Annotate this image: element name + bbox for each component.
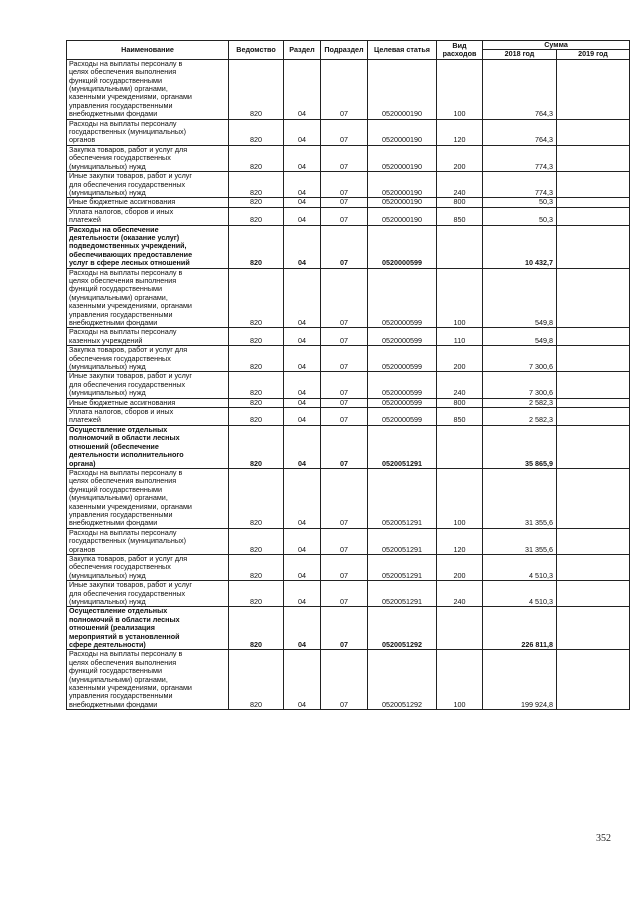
row-name bbox=[67, 650, 229, 710]
row-name-line: казенными учреждениями, органами bbox=[69, 301, 192, 311]
cell-dept: 820 bbox=[229, 119, 284, 145]
cell-sum-2018: 774,3 bbox=[483, 145, 557, 171]
header-sum: Сумма bbox=[483, 41, 630, 50]
cell-section: 04 bbox=[284, 145, 321, 171]
cell-subsection: 07 bbox=[321, 581, 368, 607]
table-row bbox=[67, 145, 630, 171]
row-name bbox=[67, 607, 229, 650]
row-name-line: подведомственных учреждений, bbox=[69, 241, 187, 251]
cell-exptype: 100 bbox=[437, 468, 483, 528]
cell-subsection: 07 bbox=[321, 198, 368, 207]
cell-sum-2018: 549,8 bbox=[483, 268, 557, 328]
cell-section: 04 bbox=[284, 172, 321, 198]
table-row bbox=[67, 59, 630, 119]
cell-sum-2018: 764,3 bbox=[483, 119, 557, 145]
cell-target: 0520000190 bbox=[368, 172, 437, 198]
cell-sum-2019 bbox=[557, 528, 630, 554]
row-name-line: целях обеспечения выполнения bbox=[69, 275, 177, 285]
row-name bbox=[67, 268, 229, 328]
row-name-line: мероприятий в установленной bbox=[69, 631, 180, 641]
row-name-line: целях обеспечения выполнения bbox=[69, 67, 177, 77]
table-row bbox=[67, 528, 630, 554]
cell-sum-2019 bbox=[557, 425, 630, 468]
cell-sum-2019 bbox=[557, 145, 630, 171]
cell-sum-2018: 35 865,9 bbox=[483, 425, 557, 468]
row-name-line: Уплата налогов, сборов и иных bbox=[69, 407, 174, 417]
cell-target: 0520051291 bbox=[368, 528, 437, 554]
cell-sum-2018: 50,3 bbox=[483, 198, 557, 207]
cell-dept: 820 bbox=[229, 145, 284, 171]
cell-exptype: 100 bbox=[437, 268, 483, 328]
cell-sum-2018: 199 924,8 bbox=[483, 650, 557, 710]
cell-subsection: 07 bbox=[321, 328, 368, 346]
row-name-line: Расходы на выплаты персоналу bbox=[69, 528, 177, 537]
row-name-line: Иные бюджетные ассигнования bbox=[69, 398, 176, 407]
row-name-line: Иные закупки товаров, работ и услуг bbox=[69, 171, 192, 181]
row-name-line: Закупка товаров, работ и услуг для bbox=[69, 145, 188, 154]
row-name-line: казенными учреждениями, органами bbox=[69, 501, 192, 511]
row-name-line: Осуществление отдельных bbox=[69, 606, 168, 616]
cell-dept: 820 bbox=[229, 59, 284, 119]
cell-sum-2018: 774,3 bbox=[483, 172, 557, 198]
cell-dept: 820 bbox=[229, 207, 284, 225]
row-name-line: для обеспечения государственных bbox=[69, 379, 186, 389]
cell-target: 0520051291 bbox=[368, 468, 437, 528]
row-name-line: обеспечения государственных bbox=[69, 562, 171, 572]
page-number: 352 bbox=[596, 833, 611, 844]
cell-subsection: 07 bbox=[321, 554, 368, 580]
row-name-line: (муниципальными) органами, bbox=[69, 84, 168, 94]
header-target: Целевая статья bbox=[368, 41, 437, 60]
row-name-line: Закупка товаров, работ и услуг для bbox=[69, 554, 188, 563]
cell-dept: 820 bbox=[229, 172, 284, 198]
cell-subsection: 07 bbox=[321, 468, 368, 528]
cell-sum-2019 bbox=[557, 346, 630, 372]
row-name bbox=[67, 198, 229, 207]
row-name-line: функций государственными bbox=[69, 666, 162, 676]
cell-exptype: 110 bbox=[437, 328, 483, 346]
table-row bbox=[67, 207, 630, 225]
row-name-line: для обеспечения государственных bbox=[69, 588, 186, 598]
cell-dept: 820 bbox=[229, 607, 284, 650]
row-name-line: обеспечивающих предоставление bbox=[69, 249, 193, 259]
cell-subsection: 07 bbox=[321, 225, 368, 268]
row-name-line: органов bbox=[69, 135, 96, 145]
table-row bbox=[67, 425, 630, 468]
row-name-line: услуг в сфере лесных отношений bbox=[69, 258, 190, 268]
cell-target: 0520000599 bbox=[368, 268, 437, 328]
cell-section: 04 bbox=[284, 372, 321, 398]
cell-dept: 820 bbox=[229, 554, 284, 580]
row-name-line: (муниципальных) нужд bbox=[69, 570, 146, 580]
cell-sum-2018: 10 432,7 bbox=[483, 225, 557, 268]
table-row bbox=[67, 346, 630, 372]
cell-sum-2019 bbox=[557, 372, 630, 398]
table-row bbox=[67, 468, 630, 528]
table-row bbox=[67, 198, 630, 207]
row-name-line: целях обеспечения выполнения bbox=[69, 657, 177, 667]
cell-target: 0520000190 bbox=[368, 119, 437, 145]
cell-target: 0520000190 bbox=[368, 207, 437, 225]
row-name-line: обеспечения государственных bbox=[69, 153, 171, 163]
header-2019: 2019 год bbox=[557, 50, 630, 59]
row-name-line: полномочий в области лесных bbox=[69, 433, 180, 443]
cell-exptype: 850 bbox=[437, 207, 483, 225]
row-name bbox=[67, 425, 229, 468]
cell-dept: 820 bbox=[229, 425, 284, 468]
row-name bbox=[67, 172, 229, 198]
cell-target: 0520000599 bbox=[368, 372, 437, 398]
row-name bbox=[67, 59, 229, 119]
row-name bbox=[67, 207, 229, 225]
budget-table-sheet bbox=[66, 40, 629, 710]
cell-section: 04 bbox=[284, 398, 321, 407]
row-name-line: управления государственными bbox=[69, 100, 173, 110]
cell-section: 04 bbox=[284, 425, 321, 468]
row-name-line: Иные бюджетные ассигнования bbox=[69, 197, 176, 207]
cell-exptype: 850 bbox=[437, 408, 483, 426]
cell-section: 04 bbox=[284, 119, 321, 145]
row-name bbox=[67, 554, 229, 580]
row-name-line: (муниципальными) органами, bbox=[69, 674, 168, 684]
row-name bbox=[67, 225, 229, 268]
cell-exptype bbox=[437, 425, 483, 468]
row-name-line: для обеспечения государственных bbox=[69, 179, 186, 189]
cell-dept: 820 bbox=[229, 528, 284, 554]
cell-subsection: 07 bbox=[321, 650, 368, 710]
row-name-line: (муниципальных) нужд bbox=[69, 187, 146, 197]
row-name-line: (муниципальных) нужд bbox=[69, 597, 146, 606]
header-section: Раздел bbox=[284, 41, 321, 60]
cell-target: 0520000190 bbox=[368, 145, 437, 171]
cell-section: 04 bbox=[284, 346, 321, 372]
table-row bbox=[67, 607, 630, 650]
cell-sum-2019 bbox=[557, 268, 630, 328]
cell-exptype: 240 bbox=[437, 581, 483, 607]
row-name-line: Уплата налогов, сборов и иных bbox=[69, 207, 174, 216]
cell-subsection: 07 bbox=[321, 172, 368, 198]
cell-sum-2018: 549,8 bbox=[483, 328, 557, 346]
row-name bbox=[67, 408, 229, 426]
cell-target: 0520000190 bbox=[368, 59, 437, 119]
row-name-line: платежей bbox=[69, 415, 101, 425]
header-2018: 2018 год bbox=[483, 50, 557, 59]
row-name-line: функций государственными bbox=[69, 484, 162, 494]
row-name-line: полномочий в области лесных bbox=[69, 614, 180, 624]
cell-section: 04 bbox=[284, 59, 321, 119]
table-row bbox=[67, 119, 630, 145]
cell-sum-2019 bbox=[557, 650, 630, 710]
cell-exptype bbox=[437, 607, 483, 650]
row-name-line: сфере деятельности) bbox=[69, 640, 146, 650]
table-row bbox=[67, 372, 630, 398]
row-name-line: отношений (обеспечение bbox=[69, 441, 159, 451]
cell-dept: 820 bbox=[229, 468, 284, 528]
row-name bbox=[67, 328, 229, 346]
cell-target: 0520000599 bbox=[368, 408, 437, 426]
cell-section: 04 bbox=[284, 408, 321, 426]
row-name-line: казенными учреждениями, органами bbox=[69, 92, 192, 102]
cell-section: 04 bbox=[284, 328, 321, 346]
cell-exptype: 800 bbox=[437, 198, 483, 207]
cell-sum-2018: 2 582,3 bbox=[483, 398, 557, 407]
cell-dept: 820 bbox=[229, 268, 284, 328]
row-name-line: Иные закупки товаров, работ и услуг bbox=[69, 371, 192, 381]
cell-exptype: 240 bbox=[437, 372, 483, 398]
cell-exptype: 200 bbox=[437, 145, 483, 171]
header-subsection: Подраздел bbox=[321, 41, 368, 60]
cell-subsection: 07 bbox=[321, 59, 368, 119]
cell-subsection: 07 bbox=[321, 425, 368, 468]
row-name-line: Расходы на выплаты персоналу в bbox=[69, 468, 183, 477]
cell-subsection: 07 bbox=[321, 145, 368, 171]
cell-dept: 820 bbox=[229, 650, 284, 710]
cell-dept: 820 bbox=[229, 328, 284, 346]
row-name-line: Расходы на выплаты персоналу в bbox=[69, 59, 183, 68]
cell-target: 0520051292 bbox=[368, 607, 437, 650]
cell-sum-2018: 7 300,6 bbox=[483, 372, 557, 398]
cell-section: 04 bbox=[284, 468, 321, 528]
header-exptype: Вид расходов bbox=[437, 41, 483, 60]
cell-section: 04 bbox=[284, 528, 321, 554]
cell-sum-2018: 31 355,6 bbox=[483, 528, 557, 554]
cell-sum-2019 bbox=[557, 554, 630, 580]
row-name-line: Закупка товаров, работ и услуг для bbox=[69, 345, 188, 355]
cell-sum-2018: 4 510,3 bbox=[483, 581, 557, 607]
row-name bbox=[67, 119, 229, 145]
row-name-line: (муниципальными) органами, bbox=[69, 493, 168, 503]
table-row bbox=[67, 398, 630, 407]
cell-section: 04 bbox=[284, 268, 321, 328]
cell-exptype: 120 bbox=[437, 528, 483, 554]
row-name-line: Расходы на выплаты персоналу bbox=[69, 119, 177, 128]
row-name-line: казенными учреждениями, органами bbox=[69, 683, 192, 693]
cell-sum-2018: 31 355,6 bbox=[483, 468, 557, 528]
cell-dept: 820 bbox=[229, 198, 284, 207]
cell-exptype: 240 bbox=[437, 172, 483, 198]
row-name-line: управления государственными bbox=[69, 309, 173, 319]
cell-subsection: 07 bbox=[321, 346, 368, 372]
table-row bbox=[67, 268, 630, 328]
row-name-line: внебюджетными фондами bbox=[69, 518, 158, 528]
table-row bbox=[67, 172, 630, 198]
row-name bbox=[67, 346, 229, 372]
row-name-line: Расходы на выплаты персоналу bbox=[69, 327, 177, 337]
cell-sum-2019 bbox=[557, 198, 630, 207]
row-name bbox=[67, 372, 229, 398]
row-name bbox=[67, 398, 229, 407]
cell-target: 0520051292 bbox=[368, 650, 437, 710]
header-dept: Ведомство bbox=[229, 41, 284, 60]
row-name bbox=[67, 468, 229, 528]
cell-sum-2019 bbox=[557, 172, 630, 198]
row-name-line: органа) bbox=[69, 458, 96, 468]
cell-section: 04 bbox=[284, 207, 321, 225]
cell-sum-2018: 7 300,6 bbox=[483, 346, 557, 372]
cell-sum-2019 bbox=[557, 581, 630, 607]
cell-sum-2019 bbox=[557, 607, 630, 650]
row-name-line: Расходы на выплаты персоналу в bbox=[69, 268, 183, 277]
cell-target: 0520000599 bbox=[368, 328, 437, 346]
cell-subsection: 07 bbox=[321, 119, 368, 145]
cell-target: 0520051291 bbox=[368, 581, 437, 607]
row-name-line: целях обеспечения выполнения bbox=[69, 476, 177, 486]
cell-exptype: 120 bbox=[437, 119, 483, 145]
row-name-line: государственных (муниципальных) bbox=[69, 536, 186, 546]
table-row bbox=[67, 650, 630, 710]
row-name bbox=[67, 528, 229, 554]
row-name-line: (муниципальных) нужд bbox=[69, 362, 146, 372]
cell-sum-2018: 2 582,3 bbox=[483, 408, 557, 426]
row-name-line: деятельности исполнительного bbox=[69, 450, 184, 460]
cell-sum-2018: 226 811,8 bbox=[483, 607, 557, 650]
cell-dept: 820 bbox=[229, 346, 284, 372]
cell-section: 04 bbox=[284, 198, 321, 207]
cell-sum-2019 bbox=[557, 398, 630, 407]
cell-section: 04 bbox=[284, 607, 321, 650]
cell-dept: 820 bbox=[229, 581, 284, 607]
cell-target: 0520000599 bbox=[368, 225, 437, 268]
cell-section: 04 bbox=[284, 581, 321, 607]
cell-exptype: 200 bbox=[437, 554, 483, 580]
cell-subsection: 07 bbox=[321, 607, 368, 650]
cell-sum-2019 bbox=[557, 207, 630, 225]
table-row bbox=[67, 581, 630, 607]
cell-exptype bbox=[437, 225, 483, 268]
cell-exptype: 800 bbox=[437, 398, 483, 407]
table-row bbox=[67, 554, 630, 580]
cell-sum-2019 bbox=[557, 225, 630, 268]
row-name-line: управления государственными bbox=[69, 509, 173, 519]
cell-subsection: 07 bbox=[321, 372, 368, 398]
cell-sum-2018: 764,3 bbox=[483, 59, 557, 119]
row-name-line: Осуществление отдельных bbox=[69, 425, 168, 434]
cell-section: 04 bbox=[284, 650, 321, 710]
cell-subsection: 07 bbox=[321, 207, 368, 225]
table-row bbox=[67, 408, 630, 426]
cell-target: 0520000190 bbox=[368, 198, 437, 207]
cell-dept: 820 bbox=[229, 372, 284, 398]
cell-subsection: 07 bbox=[321, 408, 368, 426]
row-name-line: (муниципальных) нужд bbox=[69, 161, 146, 171]
row-name-line: внебюджетными фондами bbox=[69, 109, 158, 119]
cell-sum-2019 bbox=[557, 59, 630, 119]
cell-subsection: 07 bbox=[321, 268, 368, 328]
cell-dept: 820 bbox=[229, 398, 284, 407]
row-name-line: Расходы на обеспечение bbox=[69, 225, 159, 234]
cell-dept: 820 bbox=[229, 225, 284, 268]
row-name-line: отношений (реализация bbox=[69, 623, 155, 633]
cell-sum-2019 bbox=[557, 468, 630, 528]
table-row bbox=[67, 328, 630, 346]
cell-sum-2019 bbox=[557, 119, 630, 145]
row-name-line: Иные закупки товаров, работ и услуг bbox=[69, 580, 192, 590]
row-name-line: казенных учреждений bbox=[69, 335, 143, 345]
row-name-line: деятельности (оказание услуг) bbox=[69, 232, 180, 242]
row-name-line: (муниципальными) органами, bbox=[69, 292, 168, 302]
row-name bbox=[67, 145, 229, 171]
table-body bbox=[67, 59, 630, 709]
row-name-line: управления государственными bbox=[69, 691, 173, 701]
row-name-line: функций государственными bbox=[69, 75, 162, 85]
cell-subsection: 07 bbox=[321, 398, 368, 407]
budget-table bbox=[66, 40, 630, 710]
row-name-line: внебюджетными фондами bbox=[69, 318, 158, 327]
cell-target: 0520000599 bbox=[368, 398, 437, 407]
row-name-line: платежей bbox=[69, 215, 101, 225]
header-name: Наименование bbox=[67, 41, 229, 60]
cell-exptype: 200 bbox=[437, 346, 483, 372]
table-row bbox=[67, 225, 630, 268]
row-name-line: (муниципальных) нужд bbox=[69, 388, 146, 398]
cell-sum-2019 bbox=[557, 328, 630, 346]
row-name-line: обеспечения государственных bbox=[69, 353, 171, 363]
cell-target: 0520051291 bbox=[368, 554, 437, 580]
cell-subsection: 07 bbox=[321, 528, 368, 554]
cell-section: 04 bbox=[284, 554, 321, 580]
row-name-line: функций государственными bbox=[69, 284, 162, 294]
cell-sum-2018: 50,3 bbox=[483, 207, 557, 225]
cell-dept: 820 bbox=[229, 408, 284, 426]
row-name bbox=[67, 581, 229, 607]
row-name-line: внебюджетными фондами bbox=[69, 699, 158, 709]
cell-exptype: 100 bbox=[437, 59, 483, 119]
cell-target: 0520051291 bbox=[368, 425, 437, 468]
row-name-line: органов bbox=[69, 544, 96, 554]
cell-sum-2019 bbox=[557, 408, 630, 426]
cell-sum-2018: 4 510,3 bbox=[483, 554, 557, 580]
row-name-line: Расходы на выплаты персоналу в bbox=[69, 649, 183, 659]
row-name-line: государственных (муниципальных) bbox=[69, 127, 186, 137]
cell-exptype: 100 bbox=[437, 650, 483, 710]
cell-section: 04 bbox=[284, 225, 321, 268]
cell-target: 0520000599 bbox=[368, 346, 437, 372]
